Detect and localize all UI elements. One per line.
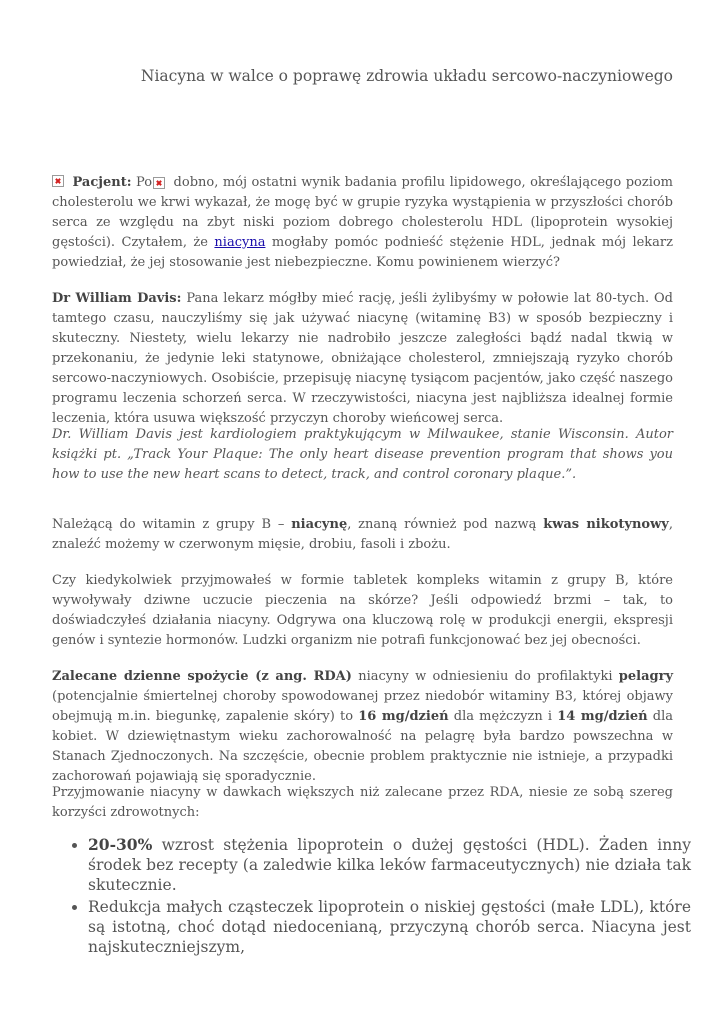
- bullet2-text: Redukcja małych cząsteczek lipoprotein o niskiej gęstości (małe LDL), które są istotną, choć dotąd niedocenianą, przyczyną chorób serca. Niacyna jest najskuteczniejszym,: [88, 898, 691, 956]
- paragraph-benefits-intro: Przyjmowanie niacyny w dawkach większych niż zalecane przez RDA, niesie ze sobą szereg korzyści zdrowotnych:: [52, 785, 673, 820]
- p3-text-d: (potencjalnie śmiertelnej choroby spowodowanej przez niedobór witaminy B3, której objawy obejmują m.in. biegunkę, zapalenie skóry) to: [52, 689, 673, 724]
- patient-text-start: Po: [136, 175, 153, 190]
- list-item: [88, 897, 691, 957]
- p1-text-e: , znaleźć możemy w czerwonym mięsie, drobiu, fasoli i zbożu.: [52, 517, 673, 552]
- paragraph-b-complex: Czy kiedykolwiek przyjmowałeś w formie tabletek kompleks witamin z grupy B, które wywoływały dziwne uczucie pieczenia na skórze? Jeśli odpowiedź brzmi – tak, to doświadczyłeś działania niacyny. Odgrywa ona kluczową rolę w produkcji energii, ekspresji genów i syntezie hormonów. Ludzki organizm nie potrafi funkcjonować bez jej obecności.: [52, 573, 673, 648]
- doctor-label: Dr William Davis:: [52, 291, 182, 306]
- patient-text-middle: dobno, mój ostatni wynik badania profilu lipidowego, określającego poziom cholesterolu we krwi wykazał, że mogę być w grupie ryzyka wystąpienia w przyszłości chorób serca ze względu na zbyt niski poziom dobrego cholesterolu HDL (lipoprotein wysokiej gęstości). Czytałem, że: [52, 175, 674, 250]
- paragraph-rda: [52, 667, 673, 787]
- author-bio: Dr. William Davis jest kardiologiem praktykującym w Milwaukee, stanie Wisconsin. Autor książki pt. „Track Your Plaque: The only heart disease prevention program that shows you how to use the new heart scans to detect, track, and control coronary plaque.”.: [52, 427, 673, 482]
- bullet1-text: wzrost stężenia lipoprotein o dużej gęstości (HDL). Żaden inny środek bez recepty (a zaledwie kilka leków farmaceutycznych) nie działa tak skutecznie.: [88, 836, 691, 894]
- p3-text-h: dla kobiet. W dziewiętnastym wieku zachorowalność na pelagrę była bardzo powszechna w Stanach Zjednoczonych. Na szczęście, obecnie problem praktycznie nie istnieje, a przypadki zachorowań pojawiają się sporadycznie.: [52, 709, 674, 784]
- hdl-increase-value: 20-30%: [88, 835, 153, 854]
- patient-question: [52, 173, 673, 273]
- broken-image-icon: [153, 177, 165, 189]
- doctor-text: Pana lekarz mógłby mieć rację, jeśli żylibyśmy w połowie lat 80-tych. Od tamtego czasu, nauczyliśmy się jak używać niacynę (witaminę B3) w sposób bezpieczny i skuteczny. Niestety, wielu lekarzy nie nadrobiło jeszcze zaległości bądź nadal tkwią w przekonaniu, że jedynie leki statynowe, obniżające cholesterol, zmniejszają ryzyko chorób sercowo-naczyniowych. Osobiście, przepisuję niacynę tysiącom pacjentów, jako część naszego programu leczenia schorzeń serca. W rzeczywistości, niacyna jest najbliższa idealnej formie leczenia, która usuwa większość przyczyn choroby wieńcowej serca.: [52, 291, 673, 426]
- p1-text-c: , znaną również pod nazwą: [347, 517, 544, 532]
- p1-text-a: Należącą do witamin z grupy B –: [52, 517, 292, 532]
- nicotinic-acid-term: kwas nikotynowy: [543, 517, 669, 532]
- patient-label: Pacjent:: [72, 175, 132, 190]
- broken-image-icon: [52, 175, 64, 187]
- rda-men-value: 16 mg/dzień: [358, 709, 449, 724]
- p3-text-b: niacyny w odniesieniu do profilaktyki: [351, 669, 619, 684]
- doctor-answer: [52, 289, 673, 429]
- rda-term: Zalecane dzienne spożycie (z ang. RDA): [52, 669, 352, 684]
- niacin-link[interactable]: niacyna: [214, 235, 266, 250]
- niacin-term: niacynę: [291, 517, 348, 532]
- pellagra-term: pelagry: [618, 669, 673, 684]
- benefits-list: [70, 835, 691, 959]
- list-item: [88, 835, 691, 895]
- patient-text-end: mogłaby pomóc podnieść stężenie HDL, jednak mój lekarz powiedział, że jej stosowanie jest niebezpieczne. Komu powinienem wierzyć?: [52, 235, 673, 270]
- rda-women-value: 14 mg/dzień: [557, 709, 648, 724]
- page-title: Niacyna w walce o poprawę zdrowia układu sercowo-naczyniowego: [140, 67, 673, 85]
- p3-text-f: dla mężczyzn i: [448, 709, 558, 724]
- paragraph-niacin-sources: [52, 515, 673, 555]
